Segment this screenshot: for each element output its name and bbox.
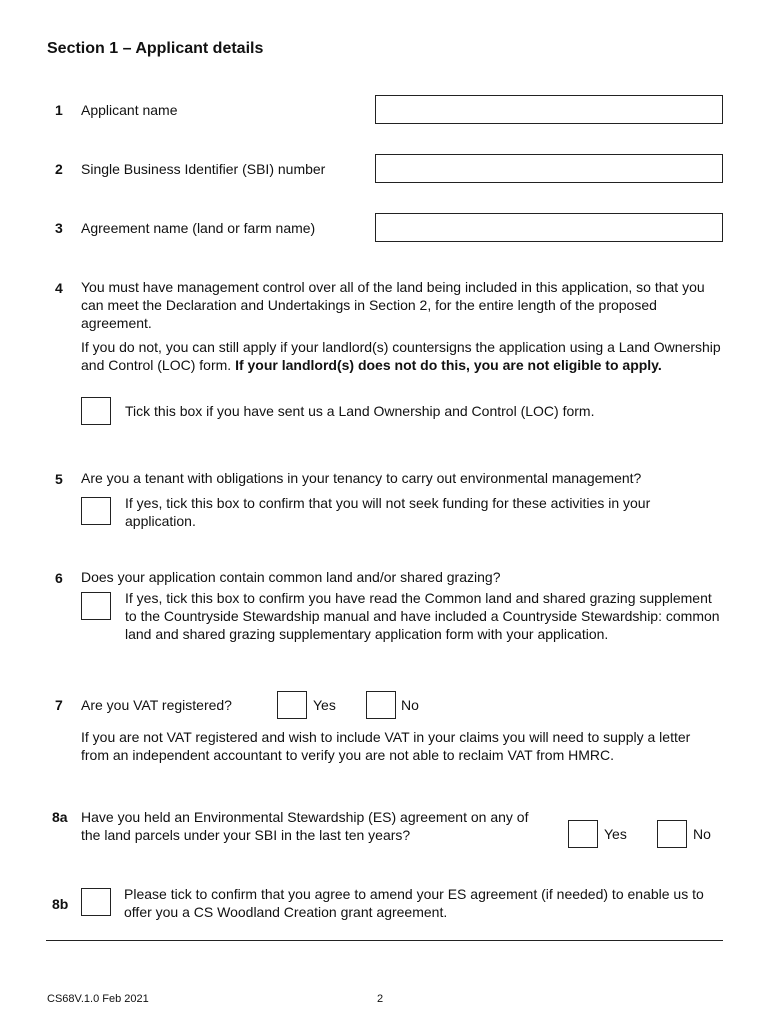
q6-checkbox-label: If yes, tick this box to confirm you have read the Common land and shared grazing supplement to the Countryside Stewardship manual and have included a Countryside Stewardship: common land and shared grazing supplementary application form with your application. [125, 590, 720, 642]
loc-form-checkbox[interactable] [81, 397, 111, 425]
q6-number: 6 [55, 570, 63, 586]
q7-question: Are you VAT registered? [81, 697, 232, 713]
form-code: CS68V.1.0 Feb 2021 [47, 993, 149, 1005]
q1-number: 1 [55, 102, 63, 118]
q4-paragraph-2-text: If you do not, you can still apply if your landlord(s) countersigns the application using a Land Ownership and Control (LOC) form. [81, 339, 721, 373]
q8a-number: 8a [52, 809, 68, 825]
vat-no-checkbox[interactable] [366, 691, 396, 719]
q4-paragraph-1: You must have management control over all of the land being included in this application, so that you can meet the Declaration and Undertakings in Section 2, for the entire length of the proposed agreement. [81, 279, 705, 331]
applicant-name-input[interactable] [375, 95, 723, 124]
q2-label: Single Business Identifier (SBI) number [81, 161, 326, 177]
q7-note: If you are not VAT registered and wish to include VAT in your claims you will need to supply a letter from an independent accountant to verify you are not able to reclaim VAT from HMRC. [81, 729, 691, 763]
tenant-obligations-checkbox[interactable] [81, 497, 111, 525]
q3-number: 3 [55, 220, 63, 236]
footer-divider [46, 940, 723, 941]
q8b-number: 8b [52, 896, 69, 912]
q5-number: 5 [55, 471, 63, 487]
q4-paragraph-2-bold: If your landlord(s) does not do this, you are not eligible to apply. [235, 357, 662, 373]
q6-question: Does your application contain common land and/or shared grazing? [81, 569, 501, 585]
q5-checkbox-label: If yes, tick this box to confirm that you will not seek funding for these activities in your application. [125, 495, 651, 529]
es-agreement-yes-checkbox[interactable] [568, 820, 598, 848]
common-land-checkbox[interactable] [81, 592, 111, 620]
q1-label: Applicant name [81, 102, 178, 118]
page-number: 2 [377, 993, 384, 1005]
q3-label: Agreement name (land or farm name) [81, 220, 316, 236]
q4-checkbox-label: Tick this box if you have sent us a Land Ownership and Control (LOC) form. [125, 403, 595, 419]
es-agreement-no-checkbox[interactable] [657, 820, 687, 848]
q8b-checkbox-label: Please tick to confirm that you agree to amend your ES agreement (if needed) to enable us to offer you a CS Woodland Creation grant agreement. [124, 886, 704, 920]
sbi-number-input[interactable] [375, 154, 723, 183]
vat-yes-label: Yes [313, 697, 336, 713]
vat-no-label: No [401, 697, 419, 713]
vat-yes-checkbox[interactable] [277, 691, 307, 719]
amend-es-agreement-checkbox[interactable] [81, 888, 111, 916]
q4-paragraph-2 [81, 338, 721, 374]
section-title: Section 1 – Applicant details [47, 40, 264, 57]
es-agreement-yes-label: Yes [604, 826, 627, 842]
q5-question: Are you a tenant with obligations in your tenancy to carry out environmental management? [81, 470, 642, 486]
q4-number: 4 [55, 280, 63, 296]
q8a-question: Have you held an Environmental Stewardship (ES) agreement on any of the land parcels under your SBI in the last ten years? [81, 809, 529, 843]
q2-number: 2 [55, 161, 63, 177]
q7-number: 7 [55, 697, 63, 713]
agreement-name-input[interactable] [375, 213, 723, 242]
es-agreement-no-label: No [693, 826, 711, 842]
